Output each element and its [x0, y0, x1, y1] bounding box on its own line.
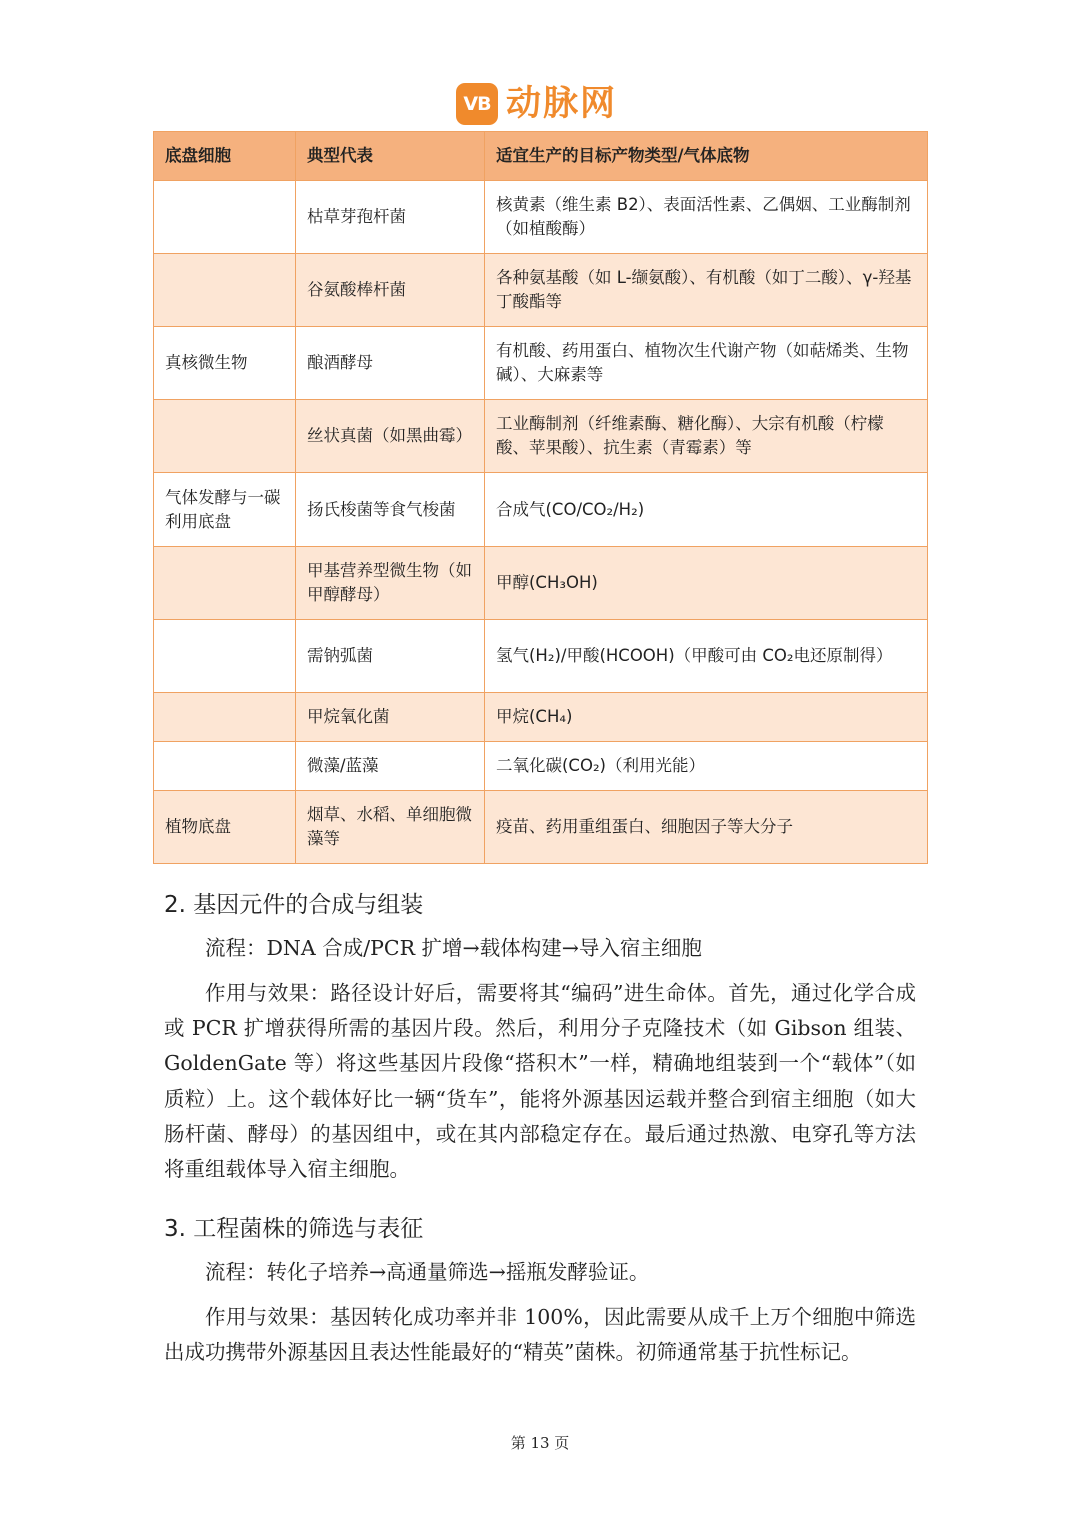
cell-products: 疫苗、药用重组蛋白、细胞因子等大分子 [485, 791, 928, 864]
header-products: 适宜生产的目标产物类型/气体底物 [485, 132, 928, 181]
cell-chassis [154, 693, 296, 742]
cell-chassis [154, 181, 296, 254]
cell-example: 甲基营养型微生物（如甲醇酵母） [296, 547, 485, 620]
table-row [154, 547, 928, 620]
cell-products: 工业酶制剂（纤维素酶、糖化酶）、大宗有机酸（柠檬酸、苹果酸）、抗生素（青霉素）等 [485, 400, 928, 473]
cell-example: 枯草芽孢杆菌 [296, 181, 485, 254]
table-row [154, 742, 928, 791]
cell-products: 二氧化碳(CO₂)（利用光能） [485, 742, 928, 791]
section-2-body: 作用与效果：路径设计好后，需要将其“编码”进生命体。首先，通过化学合成或 PCR 扩增获得所需的基因片段。然后，利用分子克隆技术（如 Gibson 组装、GoldenGate 等）将这些基因片段像“搭积木”一样，精确地组装到一个“载体”（如质粒）上。这个载体好比一辆“货车”，能将外源基因运载并整合到宿主细胞（如大肠杆菌、酵母）的基因组中，或在其内部稳定存在。最后通过热激、电穿孔等方法将重组载体导入宿主细胞。 [164, 981, 916, 1182]
cell-chassis: 真核微生物 [154, 327, 296, 400]
cell-products: 甲醇(CH₃OH) [485, 547, 928, 620]
cell-chassis: 气体发酵与一碳利用底盘 [154, 473, 296, 547]
page-number: 第 13 页 [510, 1434, 570, 1452]
cell-example: 扬氏梭菌等食气梭菌 [296, 473, 485, 547]
section-3-heading: 3. 工程菌株的筛选与表征 [164, 1216, 424, 1242]
cell-chassis [154, 620, 296, 693]
cell-example: 需钠弧菌 [296, 620, 485, 693]
table-row [154, 400, 928, 473]
cell-chassis: 植物底盘 [154, 791, 296, 864]
table-row [154, 620, 928, 693]
section-2-heading: 2. 基因元件的合成与组装 [164, 892, 424, 918]
cell-products: 有机酸、药用蛋白、植物次生代谢产物（如萜烯类、生物碱）、大麻素等 [485, 327, 928, 400]
table-row [154, 473, 928, 547]
table-row [154, 327, 928, 400]
cell-example: 谷氨酸棒杆菌 [296, 254, 485, 327]
header-chassis: 底盘细胞 [154, 132, 296, 181]
table-header-row [154, 132, 928, 181]
cell-example: 烟草、水稻、单细胞微藻等 [296, 791, 485, 864]
table-row [154, 181, 928, 254]
cell-example: 丝状真菌（如黑曲霉） [296, 400, 485, 473]
cell-chassis [154, 254, 296, 327]
cell-example: 微藻/蓝藻 [296, 742, 485, 791]
table-row [154, 791, 928, 864]
header-example: 典型代表 [296, 132, 485, 181]
cell-products: 氢气(H₂)/甲酸(HCOOH)（甲酸可由 CO₂电还原制得） [485, 620, 928, 693]
cell-products: 核黄素（维生素 B2）、表面活性素、乙偶姻、工业酶制剂（如植酸酶） [485, 181, 928, 254]
cell-products: 各种氨基酸（如 L-缬氨酸）、有机酸（如丁二酸）、γ-羟基丁酸酯等 [485, 254, 928, 327]
section-2-flow: 流程：DNA 合成/PCR 扩增→载体构建→导入宿主细胞 [205, 936, 702, 960]
section-3-body: 作用与效果：基因转化成功率并非 100%，因此需要从成千上万个细胞中筛选出成功携带外源基因且表达性能最好的“精英”菌株。初筛通常基于抗性标记。 [164, 1305, 916, 1365]
table-row [154, 254, 928, 327]
chassis-table [153, 131, 928, 864]
cell-example: 甲烷氧化菌 [296, 693, 485, 742]
section-3-flow: 流程：转化子培养→高通量筛选→摇瓶发酵验证。 [205, 1260, 650, 1284]
brand-mark-icon: VB [456, 83, 498, 125]
cell-products: 甲烷(CH₄) [485, 693, 928, 742]
brand-logo [456, 82, 617, 126]
cell-example: 酿酒酵母 [296, 327, 485, 400]
cell-chassis [154, 547, 296, 620]
brand-name: 动脉网 [506, 84, 618, 124]
cell-chassis [154, 400, 296, 473]
cell-chassis [154, 742, 296, 791]
table-row [154, 693, 928, 742]
cell-products: 合成气(CO/CO₂/H₂) [485, 473, 928, 547]
